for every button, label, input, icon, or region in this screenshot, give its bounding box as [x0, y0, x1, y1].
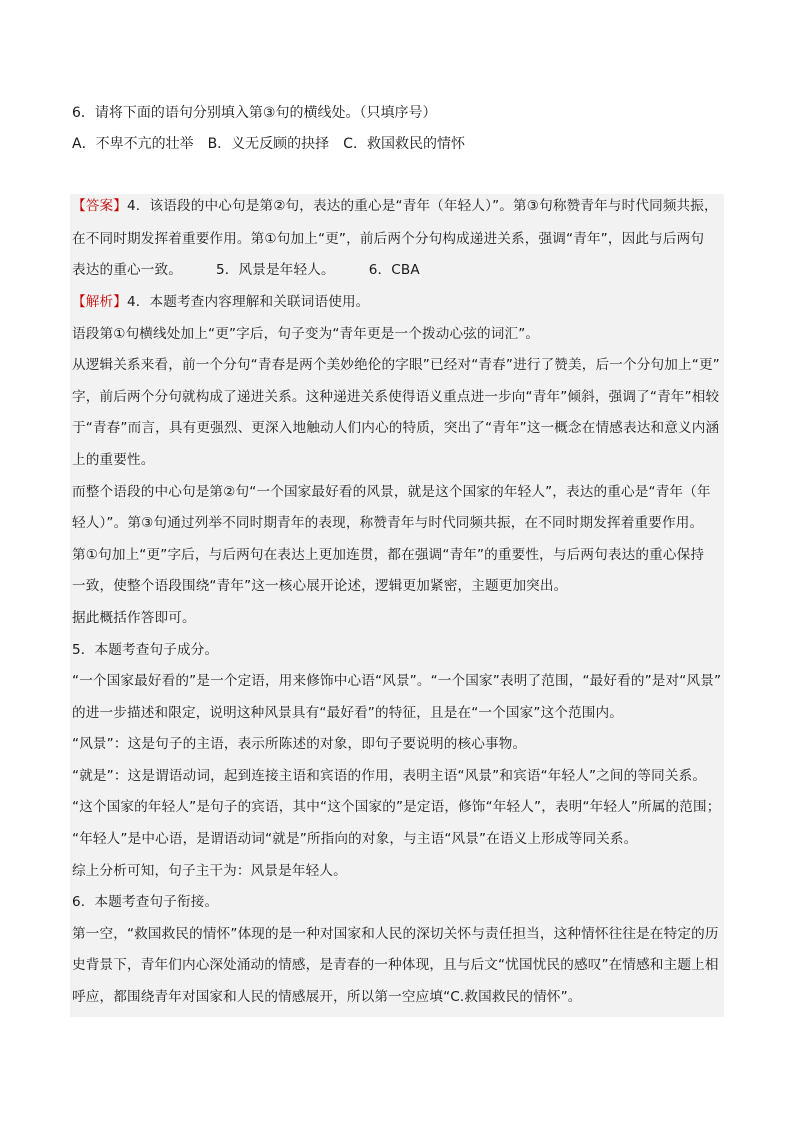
analysis-line-7: 轻人）”。第③句通过列举不同时期青年的表现，称赞青年与时代同频共振，在不同时期发挥着重要作用。 [72, 515, 704, 531]
analysis-line-0 [72, 292, 369, 312]
answer-line-1 [72, 196, 718, 216]
analysis-line-13: 的进一步描述和限定，说明这种风景具有“最好看”的特征，且是在“一个国家”这个范围内。 [72, 705, 624, 721]
answer-line-3 [72, 260, 420, 280]
answer-line-2: 在不同时期发挥着重要作用。第①句加上“更”，前后两个分句构成递进关系，强调“青年”，因此与后两句 [72, 231, 705, 247]
analysis-line-1: 语段第①句横线处加上“更”字后，句子变为“青年更是一个拨动心弦的词汇”。 [72, 326, 540, 342]
analysis-line-4: 于“青春”而言，具有更强烈、更深入地触动人们内心的特质，突出了“青年”这一概念在情感表达和意义内涵 [72, 420, 720, 436]
answer-tag: 【答案】 [72, 198, 127, 214]
analysis-line-15: “就是”：这是谓语动词，起到连接主语和宾语的作用，表明主语“风景”和宾语“年轻人”之间的等同关系。 [72, 768, 707, 784]
question-6-options: A．不卑不亢的壮举 B．义无反顾的抉择 C．救国救民的情怀 [72, 136, 465, 152]
answer-text-1: 4．该语段的中心句是第②句，表达的重心是“青年（年轻人）”。第③句称赞青年与时代同频共振， [126, 198, 718, 214]
analysis-line-17: “年轻人”是中心语，是谓语动词“就是”所指向的对象，与主语“风景”在语义上形成等同关系。 [72, 831, 638, 847]
analysis-line-11: 5．本题考查句子成分。 [72, 642, 219, 658]
analysis-line-10: 据此概括作答即可。 [72, 610, 196, 626]
answer-text-3a: 表达的重心一致。 [72, 262, 182, 278]
answer-text-3c: 6．CBA [368, 262, 420, 278]
analysis-line-9: 一致，使整个语段围绕“青年”这一核心展开论述，逻辑更加紧密，主题更加突出。 [72, 578, 568, 594]
analysis-text-0: 4．本题考查内容理解和关联词语使用。 [126, 294, 370, 310]
analysis-line-3: 字，前后两个分句就构成了递进关系。这种递进关系使得语义重点进一步向“青年”倾斜，强调了“青年”相较 [72, 389, 720, 405]
analysis-line-18: 综上分析可知，句子主干为：风景是年轻人。 [72, 863, 347, 879]
analysis-line-16: “这个国家的年轻人”是句子的宾语，其中“这个国家的”是定语，修饰“年轻人”，表明“年轻人”所属的范围； [72, 799, 721, 815]
analysis-line-12: “一个国家最好看的”是一个定语，用来修饰中心语“风景”。“一个国家”表明了范围，“最好看的”是对“风景” [72, 673, 722, 689]
analysis-line-8: 第①句加上“更”字后，与后两句在表达上更加连贯，都在强调“青年”的重要性，与后两句表达的重心保持 [72, 547, 705, 563]
answer-text-3b: 5．风景是年轻人。 [215, 262, 335, 278]
analysis-line-20: 第一空，“救国救民的情怀”体现的是一种对国家和人民的深切关怀与责任担当，这种情怀往往是在特定的历 [72, 926, 719, 942]
analysis-tag: 【解析】 [72, 294, 127, 310]
analysis-line-22: 呼应，都围绕青年对国家和人民的情感展开，所以第一空应填“C.救国救民的情怀”。 [72, 989, 582, 1005]
question-6-stem: 6．请将下面的语句分别填入第③句的横线处。（只填序号） [72, 105, 437, 121]
analysis-line-2: 从逻辑关系来看，前一个分句“青春是两个美妙绝伦的字眼”已经对“青春”进行了赞美，后一个分句加上“更” [72, 357, 720, 373]
analysis-line-5: 上的重要性。 [72, 452, 155, 468]
analysis-line-6: 而整个语段的中心句是第②句“一个国家最好看的风景，就是这个国家的年轻人”，表达的重心是“青年（年 [72, 484, 711, 500]
analysis-line-19: 6．本题考查句子衔接。 [72, 894, 219, 910]
analysis-line-21: 史背景下，青年们内心深处涌动的情感，是青春的一种体现，且与后文“忧国忧民的感叹”在情感和主题上相 [72, 957, 719, 973]
analysis-line-14: “风景”：这是句子的主语，表示所陈述的对象，即句子要说明的核心事物。 [72, 736, 527, 752]
